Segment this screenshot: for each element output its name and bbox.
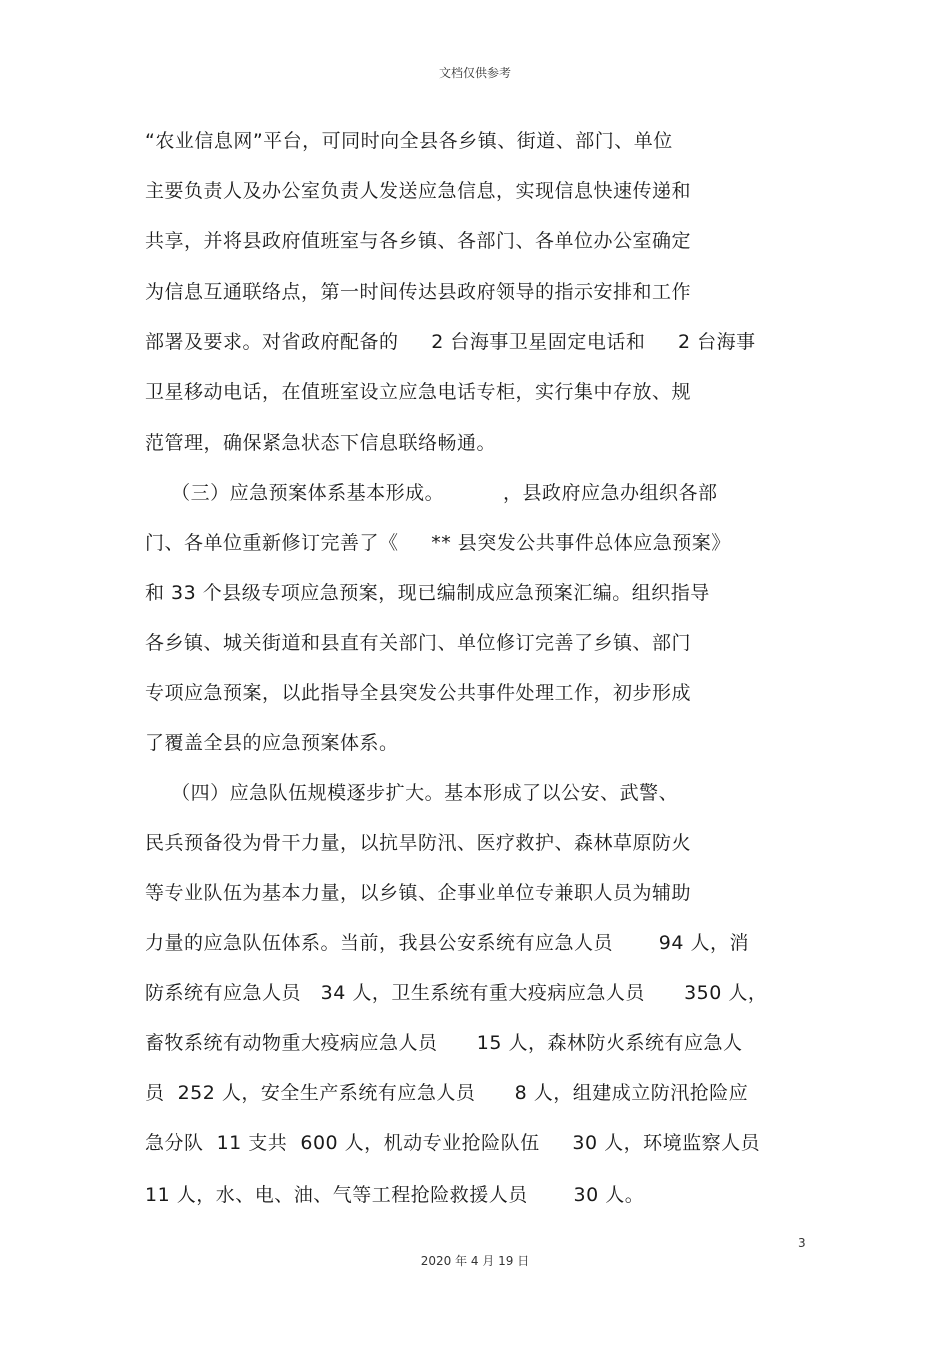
page-footer-date: 2020 年 4 月 19 日	[420, 1254, 530, 1268]
body-line: 防系统有应急人员 34 人，卫生系统有重大疫病应急人员 350 人，	[145, 982, 768, 1004]
body-line: 民兵预备役为骨干力量，以抗旱防汛、医疗救护、森林草原防火	[145, 832, 692, 854]
section-heading-4: （四）应急队伍规模逐步扩大。基本形成了以公安、武警、	[145, 782, 679, 804]
body-line: 畜牧系统有动物重大疫病应急人员 15 人，森林防火系统有应急人	[145, 1032, 743, 1054]
body-line: 和 33 个县级专项应急预案，现已编制成应急预案汇编。组织指导	[145, 582, 710, 604]
body-line: 力量的应急队伍体系。当前，我县公安系统有应急人员 94 人，消	[145, 932, 749, 954]
body-line: 了覆盖全县的应急预案体系。	[145, 732, 399, 754]
body-line: 各乡镇、城关街道和县直有关部门、单位修订完善了乡镇、部门	[145, 632, 692, 654]
body-line: 员 252 人，安全生产系统有应急人员 8 人，组建成立防汛抢险应	[145, 1082, 749, 1104]
page-header: 文档仅供参考	[438, 66, 511, 80]
body-line: 门、各单位重新修订完善了《 ** 县突发公共事件总体应急预案》	[145, 532, 731, 554]
body-line: 部署及要求。对省政府配备的 2 台海事卫星固定电话和 2 台海事	[145, 331, 756, 353]
body-line: 主要负责人及办公室负责人发送应急信息，实现信息快速传递和	[145, 180, 692, 202]
page-number: 3	[798, 1236, 806, 1250]
body-line: 范管理，确保紧急状态下信息联络畅通。	[145, 432, 497, 454]
body-line: 急分队 11 支共 600 人，机动专业抢险队伍 30 人，环境监察人员	[145, 1132, 761, 1154]
body-line: 共享，并将县政府值班室与各乡镇、各部门、各单位办公室确定	[145, 230, 692, 252]
body-line: 卫星移动电话，在值班室设立应急电话专柜，实行集中存放、规	[145, 381, 692, 403]
body-line: 11 人，水、电、油、气等工程抢险救援人员 30 人。	[145, 1184, 645, 1206]
body-line: 专项应急预案，以此指导全县突发公共事件处理工作，初步形成	[145, 682, 692, 704]
body-line: “农业信息网”平台，可同时向全县各乡镇、街道、部门、单位	[145, 130, 673, 152]
body-line: 等专业队伍为基本力量，以乡镇、企事业单位专兼职人员为辅助	[145, 882, 692, 904]
section-heading-3: （三）应急预案体系基本形成。 ，县政府应急办组织各部	[145, 482, 718, 504]
body-line: 为信息互通联络点，第一时间传达县政府领导的指示安排和工作	[145, 281, 692, 303]
